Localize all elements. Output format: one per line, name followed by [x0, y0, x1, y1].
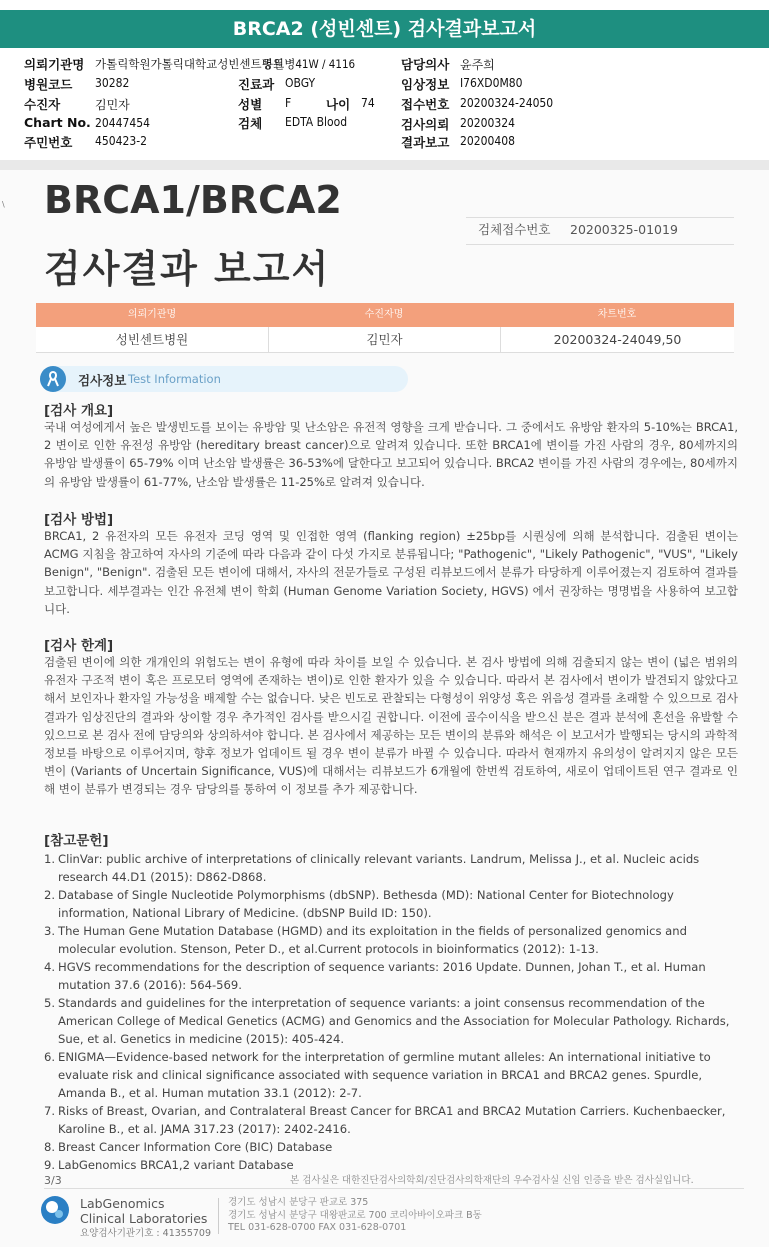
- patient-info-grid: [0, 55, 769, 155]
- sex-label: 성별: [238, 97, 263, 112]
- test-info-pill: [40, 366, 408, 392]
- summary-table-header: [36, 303, 734, 327]
- request-date-label: 검사의뢰: [401, 117, 450, 132]
- header-institution: 의뢰기관명: [127, 309, 177, 320]
- page-number: 3/3: [44, 1174, 62, 1187]
- institution-label: 의뢰기관명: [24, 57, 85, 72]
- logo-line2: Clinical Laboratories: [80, 1211, 208, 1226]
- reference-item: 2. Database of Single Nucleotide Polymorphisms (dbSNP). Bethesda (MD): National Center for Biotechnology information, National Library of Medicine. (dbSNP Build ID: 150).: [44, 888, 674, 920]
- test-info-label-en: Test Information: [128, 372, 221, 386]
- address-line3: TEL 031-628-0700 FAX 031-628-0701: [228, 1222, 407, 1233]
- doctor-value: 윤주희: [460, 58, 495, 72]
- report-banner-title: BRCA2 (성빈센트) 검사결과보고서: [0, 10, 769, 48]
- clinical-info-value: I76XD0M80: [460, 76, 523, 90]
- footer-divider: [44, 1188, 744, 1189]
- test-info-label-ko: 검사정보: [78, 373, 127, 388]
- institution-value: 가톨릭학원가톨릭대학교성빈센트병원: [95, 57, 284, 71]
- specimen-receipt-value: 20200325-01019: [570, 222, 678, 237]
- edge-mark: \: [2, 200, 5, 209]
- limitation-heading: [검사 한계]: [44, 638, 114, 654]
- limitation-text: 검출된 변이에 의한 개개인의 위험도는 변이 유형에 따라 차이를 보일 수 있습니다. 본 검사 방법에 의해 검출되지 않는 변이 (넓은 범위의 유전자 구조적 변이 혹은 프로모터 영역에 존재하는 변이)로 인한 환자가 있을 수 있습니다. 따라서 본 검사에서 변이가 발견되지 않았다고 해서 보인자나 환자일 가능성을 배제할 수는 없습니다. 낮은 빈도로 관찰되는 다형성이 위양성 혹은 위음성 결과를 초래할 수 있으므로 검사 결과가 임상진단의 결과와 상이할 경우 추가적인 검사를 받으시길 권합니다. 이전에 골수이식을 받으신 분은 결과 분석에 혼선을 유발할 수 있으므로 본 검사 전에 담당의와 상의하셔야 합니다. 본 검사에서 제공하는 모든 변이의 분류와 해석은 이 보고서가 발행되는 당시의 과학적 정보를 바탕으로 이루어지며, 향후 정보가 업데이트 될 경우 변이 분류가 바뀔 수 있습니다. 따라서 현재까지 유의성이 알려지지 않은 모든 변이 (Variants of Uncertain Significance, VUS)에 대해서는 리뷰보드가 6개월에 한번씩 검토하여, 새로이 업데이트된 연구 결과로 인해 변이 분류가 변경되는 경우 담당의를 통하여 이 정보를 추가 제공합니다.: [44, 655, 738, 797]
- reference-item: 7. Risks of Breast, Ovarian, and Contralateral Breast Cancer for BRCA1 and BRCA2 Mutation Carriers. Kuchenbaecker, Karoline B., et al. JAMA 317.23 (2017): 2402-2416.: [44, 1104, 726, 1136]
- resident-number-value: 450423-2: [95, 134, 147, 148]
- specimen-receipt-box: [466, 217, 734, 245]
- reference-item: 8. Breast Cancer Information Core (BIC) Database: [44, 1140, 333, 1154]
- report-date-value: 20200408: [460, 134, 515, 148]
- specimen-receipt-label: 검체접수번호: [478, 222, 551, 237]
- reference-item: 5. Standards and guidelines for the interpretation of sequence variants: a joint consensus recommendation of the American College of Medical Genetics (ACMG) and Genomics and the Association for Molecular Pathology. Richards, Sue, et al. Genetics in medicine (2015): 405-424.: [44, 996, 730, 1046]
- request-date-value: 20200324: [460, 116, 515, 130]
- cell-chart: 20200324-24049,50: [500, 327, 734, 352]
- report-date-label: 결과보고: [401, 135, 450, 150]
- accreditation-note: 본 검사실은 대한진단검사의학회/진단검사의학재단의 우수검사실 신임 인증을 받은 검사실입니다.: [290, 1175, 694, 1186]
- section-divider: [0, 160, 769, 170]
- doctor-label: 담당의사: [401, 57, 450, 72]
- overview-text: 국내 여성에게서 높은 발생빈도를 보이는 유방암 및 난소암은 유전적 영향을 크게 받습니다. 그 중에서도 유방암 환자의 5-10%는 BRCA1, 2 변이로 인한 유전성 유방암 (hereditary breast cancer)으로 알려져 있습니다. 또한 BRCA1에 변이를 가진 사람의 경우, 80세까지의 유방암 발생률이 65-79% 이며 난소암 발생률은 36-53%에 달한다고 보고되어 있습니다. BRCA2 변이를 가진 사람의 경우에는, 80세까지의 유방암 발생률이 61-77%, 난소암 발생률은 11-25%로 알려져 있습니다.: [44, 420, 738, 489]
- references-heading: [참고문헌]: [44, 833, 109, 849]
- method-heading: [검사 방법]: [44, 512, 114, 528]
- report-title-line1: BRCA1/BRCA2: [44, 178, 342, 222]
- age-label: 나이: [326, 97, 351, 112]
- summary-table-row: [36, 327, 734, 353]
- labgenomics-logo-text: [80, 1196, 207, 1226]
- specimen-value: EDTA Blood: [285, 115, 348, 129]
- cell-institution: 성빈센트병원: [115, 332, 189, 347]
- logo-line1: LabGenomics: [80, 1196, 165, 1211]
- patient-value: 김민자: [95, 98, 130, 112]
- chart-number-value: 20447454: [95, 116, 150, 130]
- specimen-label: 검체: [238, 116, 263, 131]
- summary-table: [36, 303, 734, 353]
- reference-item: 4. HGVS recommendations for the description of sequence variants: 2016 Update. Dunnen, Johan T., et al. Human mutation 37.6 (2016): 564-569.: [44, 960, 706, 992]
- header-chart: 차트번호: [597, 309, 637, 320]
- ward-value: 동트병41W / 4116: [262, 57, 356, 71]
- hospital-code-value: 30282: [95, 76, 130, 90]
- receipt-number-label: 접수번호: [401, 97, 450, 112]
- reference-item: 3. The Human Gene Mutation Database (HGMD) and its exploitation in the fields of personalized genomics and molecular evolution. Stenson, Peter D., et al.Current protocols in bioinformatics (2012): 1-13.: [44, 924, 687, 956]
- footer-separator: [218, 1198, 219, 1234]
- registration-number: 요양검사기관기호 : 41355709: [80, 1228, 212, 1239]
- references-list: [44, 850, 744, 1174]
- labgenomics-logo-icon: [40, 1195, 70, 1225]
- chart-number-label: Chart No.: [24, 115, 91, 130]
- header-patient: 수진자명: [364, 309, 404, 320]
- hospital-code-label: 병원코드: [24, 77, 73, 92]
- address-line2: 경기도 성남시 분당구 대왕판교로 700 코리아바이오파크 B동: [228, 1209, 482, 1221]
- report-title-line2: 검사결과 보고서: [44, 247, 331, 291]
- clinical-info-label: 임상정보: [401, 77, 450, 92]
- receipt-number-value: 20200324-24050: [460, 96, 554, 110]
- age-value: 74: [361, 96, 375, 110]
- reference-item: 9. LabGenomics BRCA1,2 variant Database: [44, 1158, 294, 1172]
- department-label: 진료과: [238, 77, 275, 92]
- sex-value: F: [285, 96, 292, 110]
- method-text: BRCA1, 2 유전자의 모든 유전자 코딩 영역 및 인접한 영역 (flanking region) ±25bp를 시퀀싱에 의해 분석합니다. 검출된 변이는 ACMG 지침을 참고하여 자사의 기준에 따라 다음과 같이 다섯 가지로 분류됩니다; "Pathogenic", "Likely Pathogenic", "VUS", "Likely Benign", "Benign". 검출된 모든 변이에 대해서, 자사의 전문가들로 구성된 리뷰보드에서 분류가 타당하게 이루어졌는지 검토하여 결과를 보고합니다. 세부결과는 인간 유전체 변이 학회 (Human Genome Variation Society, HGVS) 에서 권장하는 명명법을 사용하여 보고합니다.: [44, 529, 738, 616]
- cell-patient: 김민자: [268, 327, 500, 352]
- lab-address: [228, 1197, 482, 1235]
- patient-label: 수진자: [24, 97, 61, 112]
- reference-item: 6. ENIGMA—Evidence-based network for the interpretation of germline mutant alleles: An international initiative to evaluate risk and clinical significance associated with sequence variation in BRCA1 and BRCA2 genes. Spurdle, Amanda B., et al. Human mutation 33.1 (2012): 2-7.: [44, 1050, 711, 1100]
- ribbon-icon: [40, 366, 66, 392]
- address-line1: 경기도 성남시 분당구 판교로 375: [228, 1197, 369, 1208]
- resident-number-label: 주민번호: [24, 135, 73, 150]
- overview-heading: [검사 개요]: [44, 403, 114, 419]
- reference-item: 1. ClinVar: public archive of interpretations of clinically relevant variants. Landrum, Melissa J., et al. Nucleic acids research 44.D1 (2015): D862-D868.: [44, 852, 700, 884]
- department-value: OBGY: [285, 76, 316, 90]
